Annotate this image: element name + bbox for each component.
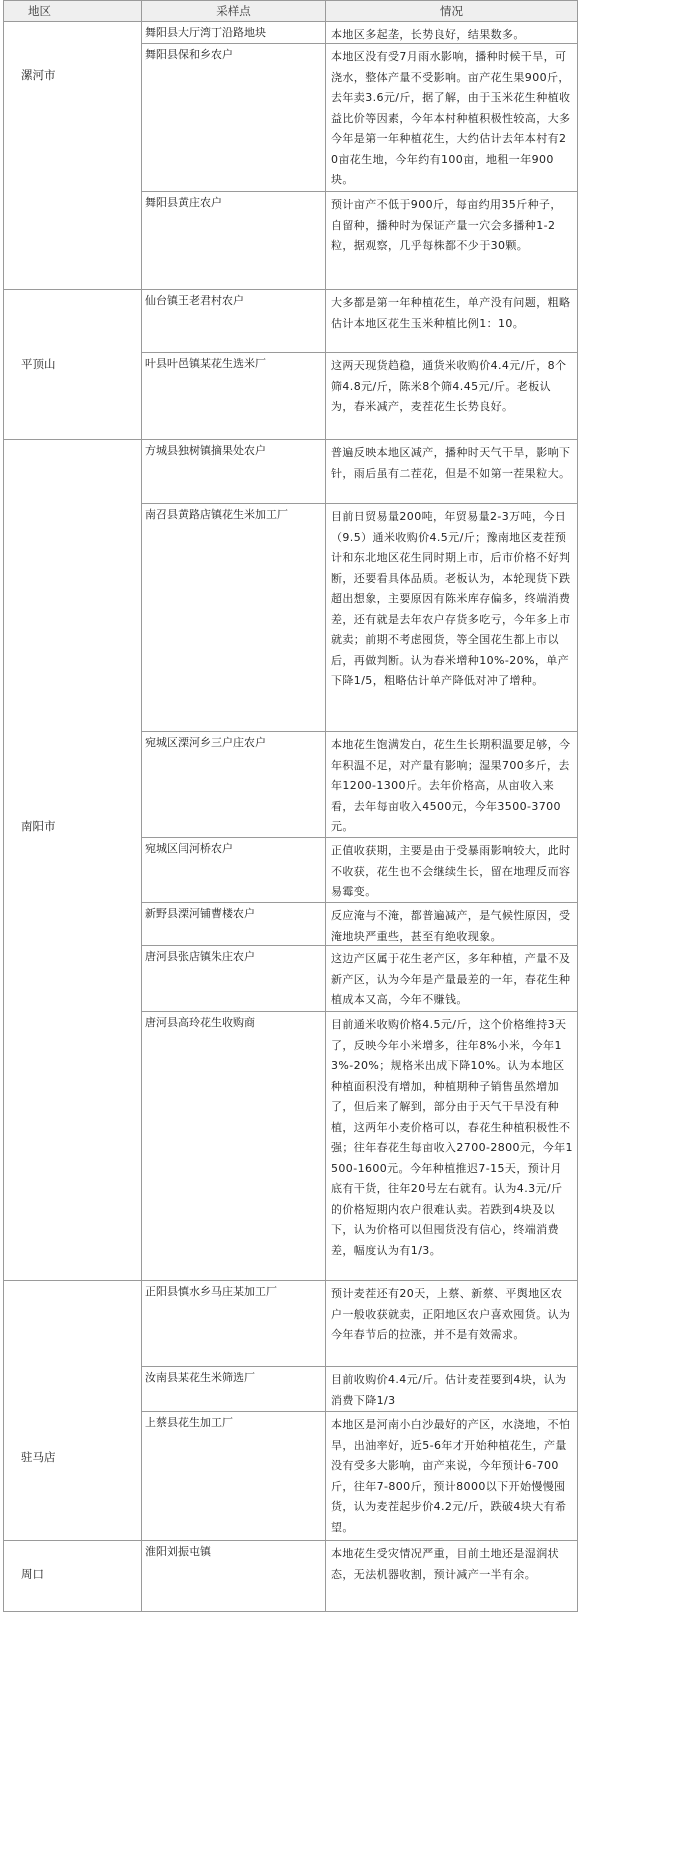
region-group-nanyang xyxy=(4,440,577,1281)
site-cell: 舞阳县黄庄农户 xyxy=(142,192,326,289)
site-cell: 仙台镇王老君村农户 xyxy=(142,290,326,352)
table-row xyxy=(142,946,577,1012)
table-row xyxy=(142,44,577,192)
table-row xyxy=(142,353,577,439)
region-group-pingdingshan xyxy=(4,290,577,440)
site-cell: 舞阳县保和乡农户 xyxy=(142,44,326,191)
situation-cell: 大多都是第一年种植花生，单产没有问题，粗略估计本地区花生玉米种植比例1：10。 xyxy=(331,296,571,330)
header-situation: 情况 xyxy=(440,4,463,18)
table-row xyxy=(142,838,577,903)
site-cell: 南召县黄路店镇花生米加工厂 xyxy=(142,504,326,731)
region-name: 南阳市 xyxy=(21,819,56,833)
table-row xyxy=(142,1412,577,1540)
region-entries xyxy=(142,290,577,439)
table-row xyxy=(142,22,577,44)
region-cell xyxy=(4,22,142,289)
site-cell: 舞阳县大厅湾丁沿路地块 xyxy=(142,22,326,43)
situation-cell: 预计麦茬还有20天，上蔡、新蔡、平舆地区农户一般收获就卖，正阳地区农户喜欢囤货。认为今年春节后的拉涨，并不是有效需求。 xyxy=(331,1287,571,1341)
region-group-luohe xyxy=(4,22,577,290)
region-entries xyxy=(142,440,577,1280)
header-site: 采样点 xyxy=(142,1,326,21)
situation-cell: 正值收获期，主要是由于受暴雨影响较大，此时不收获，花生也不会继续生长，留在地理反而容易霉变。 xyxy=(331,844,571,898)
situation-cell: 反应淹与不淹，都普遍减产，是气候性原因，受淹地块严重些，甚至有绝收现象。 xyxy=(331,909,571,943)
situation-cell: 本地花生受灾情况严重，目前土地还是湿润状态，无法机器收割，预计减产一半有余。 xyxy=(331,1547,559,1581)
table-row xyxy=(142,1012,577,1280)
situation-cell: 本地区没有受7月雨水影响，播种时候干旱，可浇水，整体产量不受影响。亩产花生果900斤，去年卖3.6元/斤，据了解，由于玉米花生种植收益比价等因素，今年本村种植积极性较高，大多今年是第一年种植花生，大约估计去年本村有20亩花生地，今年约有100亩，地租一年900块。 xyxy=(331,50,571,186)
table-row xyxy=(142,1281,577,1367)
table-row xyxy=(142,440,577,504)
region-name: 平顶山 xyxy=(21,357,56,371)
table-row xyxy=(142,192,577,289)
situation-cell: 这边产区属于花生老产区，多年种植，产量不及新产区，认为今年是产量最差的一年，春花生种植成本又高，今年不赚钱。 xyxy=(331,952,571,1006)
situation-cell: 本地区多起垄，长势良好，结果数多。 xyxy=(331,28,525,41)
region-name: 驻马店 xyxy=(21,1450,56,1464)
region-cell xyxy=(4,1281,142,1540)
table-row xyxy=(142,504,577,732)
situation-cell: 预计亩产不低于900斤，每亩约用35斤种子，自留种，播种时为保证产量一穴会多播种1-2粒，据观察，几乎每株都不少于30颗。 xyxy=(331,198,562,252)
region-group-zhumadian xyxy=(4,1281,577,1541)
table-header-row xyxy=(4,1,577,22)
region-cell xyxy=(4,290,142,439)
survey-table xyxy=(3,0,578,1612)
situation-cell: 本地花生饱满发白，花生生长期积温要足够，今年积温不足，对产量有影响；湿果700多斤，去年1200-1300斤。去年价格高，从亩收入来看，去年每亩收入4500元，今年3500-3700元。 xyxy=(331,738,571,833)
region-cell xyxy=(4,1541,142,1611)
table-row xyxy=(142,1541,577,1611)
region-cell xyxy=(4,440,142,1280)
table-row xyxy=(142,732,577,838)
situation-cell: 目前通米收购价格4.5元/斤，这个价格维持3天了，反映今年小米增多，往年8%小米，今年13%-20%；规格米出成下降10%。认为本地区种植面积没有增加，种植期种子销售虽然增加了，但后来了解到，部分由于天气干旱没有种植，这两年小麦价格可以，春花生种植积极性不强；往年春花生每亩收入2700-2800元，今年1500-1600元。今年种植推迟7-15天，预计月底有干货，往年20号左右就有。认为4.3元/斤的价格短期内农户很难认卖。若跌到4块及以下，认为价格可以但囤货没有信心，终端消费差，幅度认为有1/3。 xyxy=(331,1018,573,1257)
site-cell: 宛城区溧河乡三户庄农户 xyxy=(142,732,326,837)
site-cell: 叶县叶邑镇某花生选米厂 xyxy=(142,353,326,439)
table-row xyxy=(142,290,577,353)
situation-cell: 目前收购价4.4元/斤。估计麦茬要到4块，认为消费下降1/3 xyxy=(331,1373,567,1407)
site-cell: 唐河县张店镇朱庄农户 xyxy=(142,946,326,1011)
region-entries xyxy=(142,1541,577,1611)
situation-cell: 本地区是河南小白沙最好的产区，水浇地，不怕旱，出油率好，近5-6年才开始种植花生，产量没有受多大影响，亩产来说，今年预计6-700斤，往年7-800斤，预计8000以下开始慢慢囤货，认为麦茬起步价4.2元/斤，跌破4块大有希望。 xyxy=(331,1418,571,1534)
region-entries xyxy=(142,22,577,289)
region-entries xyxy=(142,1281,577,1540)
site-cell: 宛城区闫河桥农户 xyxy=(142,838,326,902)
site-cell: 正阳县慎水乡马庄某加工厂 xyxy=(142,1281,326,1366)
table-row xyxy=(142,1367,577,1412)
region-name: 漯河市 xyxy=(21,68,56,82)
site-cell: 汝南县某花生米筛选厂 xyxy=(142,1367,326,1411)
situation-cell: 这两天现货趋稳，通货米收购价4.4元/斤，8个筛4.8元/斤，陈米8个筛4.45元/斤。老板认为，春米减产，麦茬花生长势良好。 xyxy=(331,359,567,413)
region-name: 周口 xyxy=(21,1567,44,1581)
table-row xyxy=(142,903,577,946)
site-cell: 唐河县高玲花生收购商 xyxy=(142,1012,326,1280)
site-cell: 淮阳刘振屯镇 xyxy=(142,1541,326,1611)
header-region: 地区 xyxy=(4,1,142,21)
situation-cell: 目前日贸易量200吨，年贸易量2-3万吨，今日（9.5）通米收购价4.5元/斤；豫南地区麦茬预计和东北地区花生同时期上市，后市价格不好判断，还要看具体品质。老板认为，本轮现货下跌超出想象，主要原因有陈米库存偏多，终端消费差，还有就是去年农户存货多吃亏，今年多上市就卖；前期不考虑囤货，等全国花生都上市以后，再做判断。认为春米增种10%-20%，单产下降1/5，粗略估计单产降低对冲了增种。 xyxy=(331,510,571,687)
situation-cell: 普遍反映本地区减产，播种时天气干旱，影响下针，雨后虽有二茬花，但是不如第一茬果粒大。 xyxy=(331,446,571,480)
site-cell: 新野县溧河铺曹楼农户 xyxy=(142,903,326,945)
site-cell: 方城县独树镇摘果处农户 xyxy=(142,440,326,503)
site-cell: 上蔡县花生加工厂 xyxy=(142,1412,326,1540)
region-group-zhoukou xyxy=(4,1541,577,1611)
